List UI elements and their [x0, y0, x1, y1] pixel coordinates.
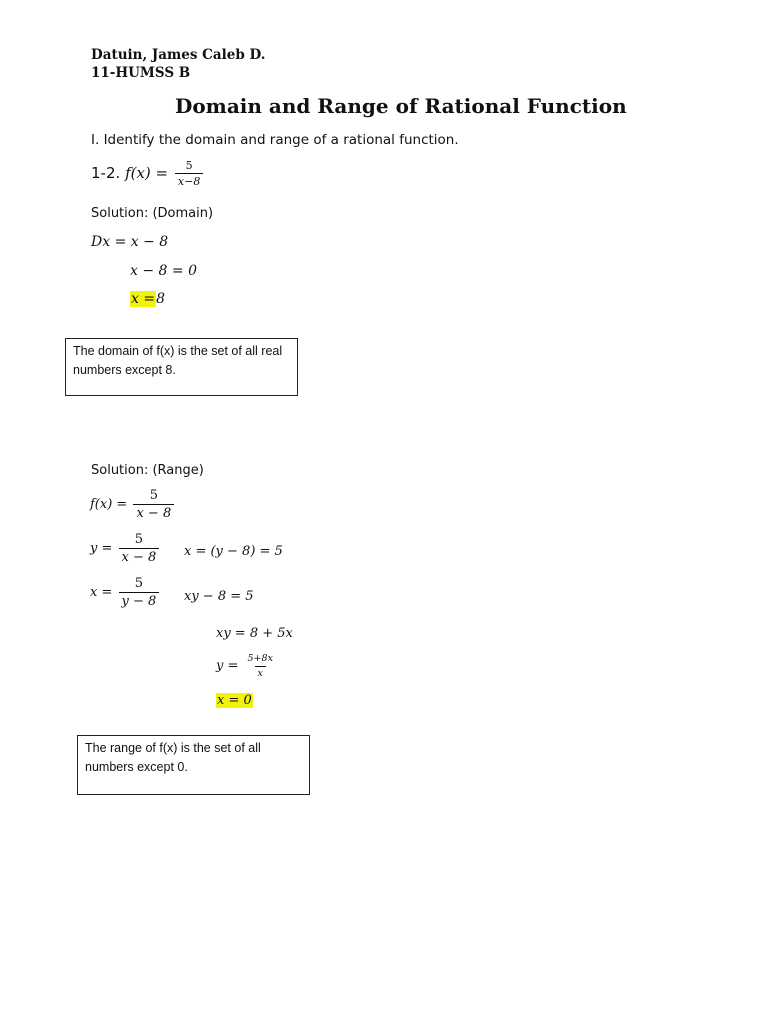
domain-step-2: x − 8 = 0 [130, 263, 197, 279]
range-heading: Solution: (Range) [91, 463, 204, 478]
range-conclusion-box [77, 735, 310, 795]
problem-numerator: 5 [185, 159, 193, 172]
problem-fraction [175, 160, 203, 187]
problem-function: f(x) = [125, 164, 169, 182]
domain-heading: Solution: (Domain) [91, 206, 214, 221]
domain-highlight: x = [131, 291, 156, 307]
problem-denominator: x−8 [175, 173, 203, 187]
page-title: Domain and Range of Rational Function [175, 94, 627, 118]
range-step-2: xy − 8 = 5 [184, 589, 254, 604]
domain-conclusion-box [65, 338, 298, 396]
range-step-4: y = $\frac{5+8x}{x}$ [216, 653, 273, 679]
domain-conclusion: The domain of f(x) is the set of all real numbers except 8. [73, 344, 283, 377]
problem-label: 1-2. [91, 164, 121, 182]
range-eq-2: y = $\frac{5}{x - 8}$ [90, 533, 161, 564]
range-step-1: x = (y − 8) = 5 [184, 544, 283, 559]
range-step-3: xy = 8 + 5x [216, 626, 293, 641]
domain-step-1: Dx = x − 8 [91, 234, 169, 250]
range-eq-3: x = $\frac{5}{y - 8}$ [90, 577, 161, 608]
range-result: x = 0 [217, 693, 252, 708]
student-section: 11-HUMSS B [91, 65, 191, 81]
problem-statement [91, 160, 205, 187]
instruction-text: I. Identify the domain and range of a rational function. [91, 132, 459, 148]
range-eq-1: f(x) = $\frac{5}{x - 8}$ [90, 489, 176, 520]
range-conclusion: The range of f(x) is the set of all numbers except 0. [85, 741, 261, 774]
student-name: Datuin, James Caleb D. [91, 47, 266, 63]
domain-step-3: x =8 [131, 291, 165, 307]
